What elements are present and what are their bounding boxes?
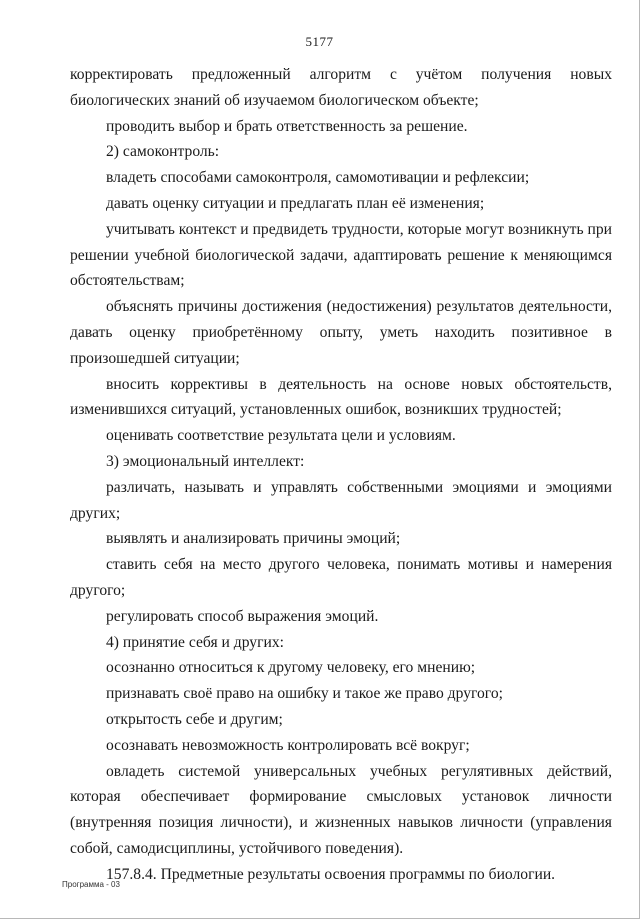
paragraph-20: овладеть системой универсальных учебных регулятивных действий, которая обеспечивает формирование смысловых установок личности (внутренняя позиция личности), и жизненных навыков личности (управления собой, самодисциплины, устойчивого поведения). [70,762,612,857]
paragraph-13: ставить себя на место другого человека, понимать мотивы и намерения другого; [70,556,612,599]
paragraph-17: признавать своё право на ошибку и такое же право другого; [106,685,503,703]
paragraph-11: различать, называть и управлять собственными эмоциями и эмоциями других; [70,478,612,522]
paragraph-14: регулировать способ выражения эмоций. [106,607,379,625]
footer-label: Программа - 03 [62,880,120,889]
paragraph-18: открытость себе и другим; [106,710,283,728]
paragraph-7: объяснять причины достижения (недостижения) результатов деятельности, давать оценку приобретённому опыту, уметь находить позитивное в произошедшей ситуации; [70,298,612,367]
paragraph-6: учитывать контекст и предвидеть трудности, которые могут возникнуть при решении учебной биологической задачи, адаптировать решение к меняющимся обстоятельствам; [70,220,612,290]
paragraph-19: осознавать невозможность контролировать всё вокруг; [106,736,470,754]
section-heading-subject-results: 157.8.4. Предметные результаты освоения программы по биологии. [106,865,556,883]
paragraph-8: вносить коррективы в деятельность на основе новых обстоятельств, изменившихся ситуаций, установленных ошибок, возникших трудностей; [70,375,612,419]
section-heading-emotional-intelligence: 3) эмоциональный интеллект: [106,452,305,470]
section-heading-acceptance: 4) принятие себя и других: [106,633,284,651]
paragraph-4: владеть способами самоконтроля, самомотивации и рефлексии; [106,169,530,187]
paragraph-12: выявлять и анализировать причины эмоций; [106,530,401,548]
paragraph-2: проводить выбор и брать ответственность за решение. [106,117,468,135]
section-heading-self-control: 2) самоконтроль: [106,143,220,161]
paragraph-16: осознанно относиться к другому человеку, его мнению; [106,659,476,677]
page-number: 5177 [305,34,334,49]
paragraph-5: давать оценку ситуации и предлагать план её изменения; [106,194,485,212]
paragraph-9: оценивать соответствие результата цели и условиям. [106,427,456,445]
document-body [70,62,612,888]
paragraph-1: корректировать предложенный алгоритм с учётом получения новых биологических знаний об изучаемом биологическом объекте; [70,66,612,109]
